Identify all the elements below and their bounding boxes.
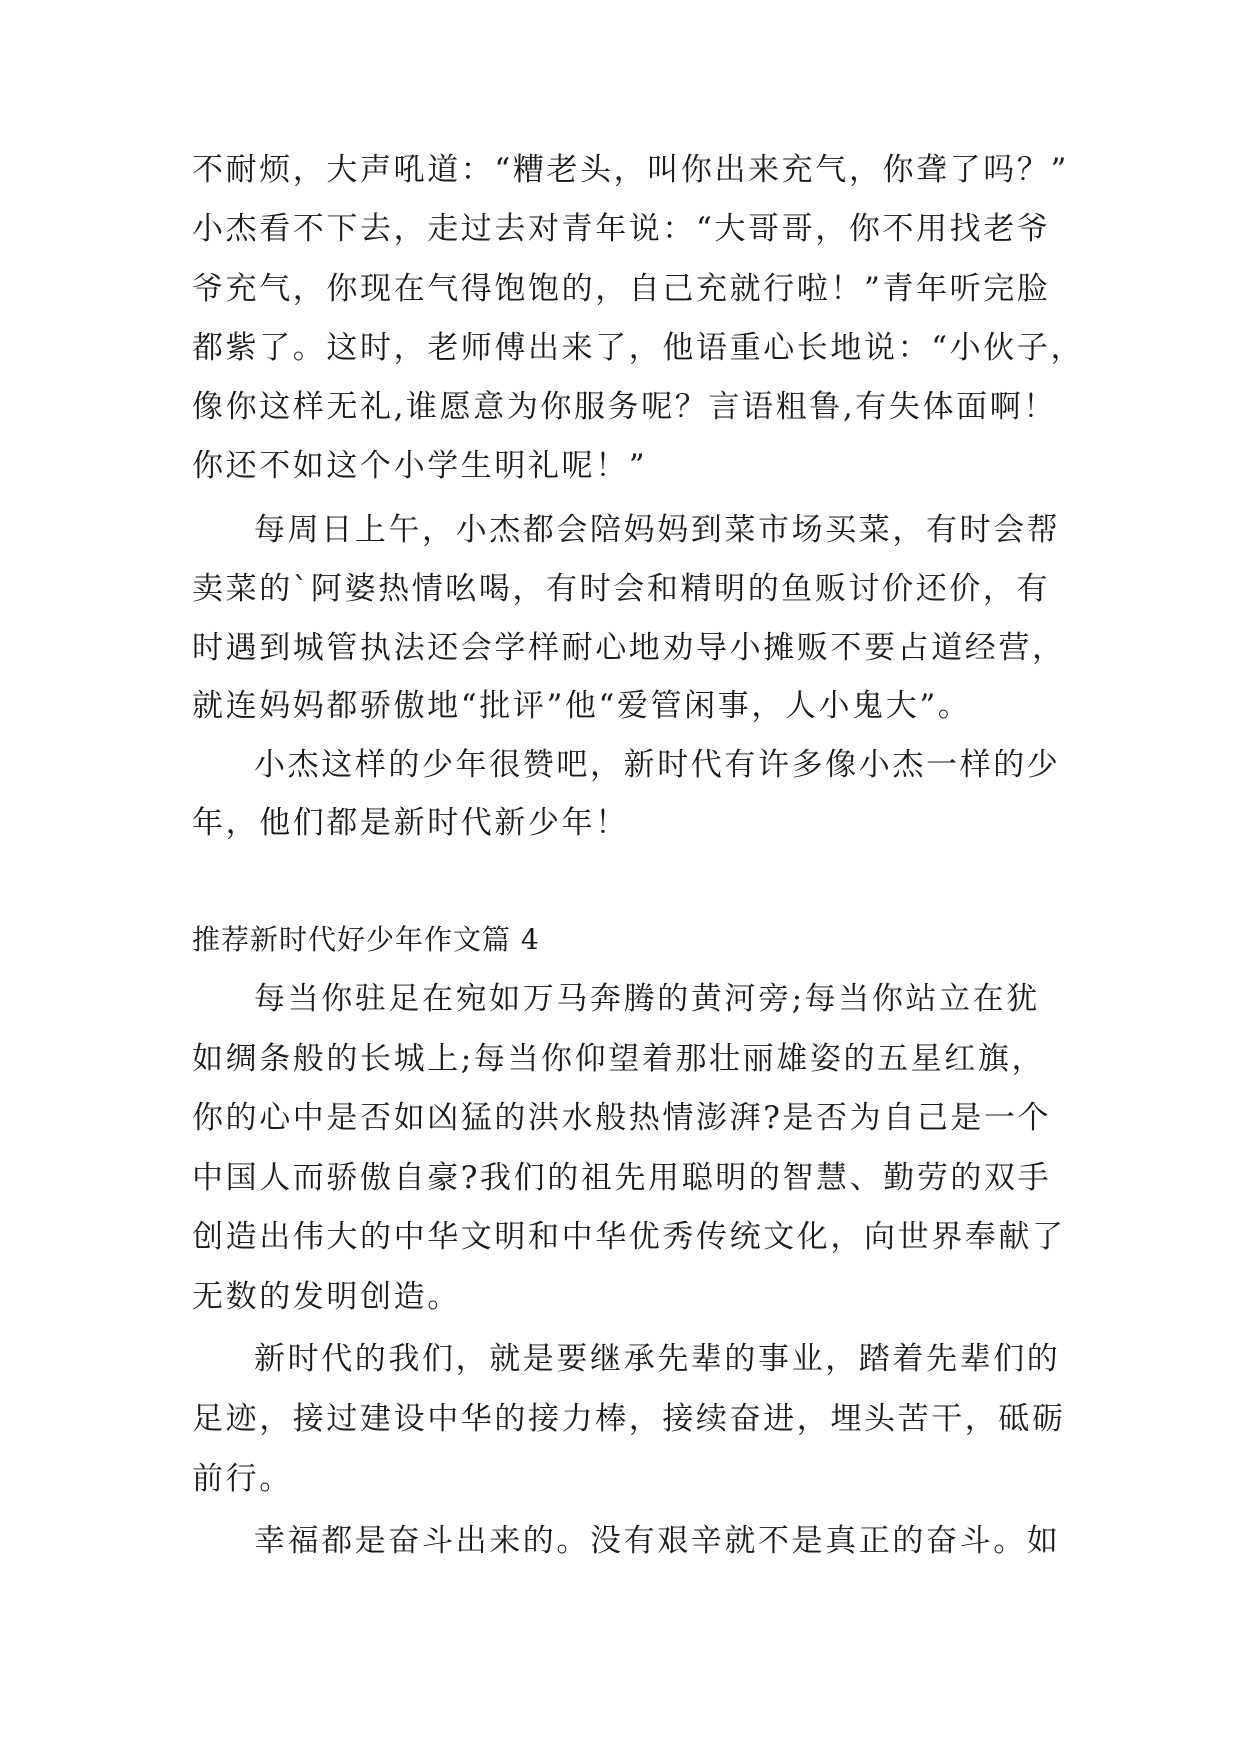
text-line: 都紫了。这时，老师傅出来了，他语重心长地说：“小伙子， xyxy=(192,330,1085,366)
text-line: 创造出伟大的中华文明和中华优秀传统文化，向世界奉献了 xyxy=(192,1219,1066,1255)
text-line: 小杰看不下去，走过去对青年说：“大哥哥，你不用找老爷 xyxy=(192,211,1051,247)
paragraph-first-line: 幸福都是奋斗出来的。没有艰辛就不是真正的奋斗。如 xyxy=(254,1523,1061,1559)
text-line: 就连妈妈都骄傲地“批评”他“爱管闲事，人小鬼大”。 xyxy=(192,688,972,724)
text-line: 年，他们都是新时代新少年！ xyxy=(192,805,629,841)
text-line: 不耐烦，大声吼道：“糟老头，叫你出来充气，你聋了吗？” xyxy=(192,152,1069,188)
paragraph-first-line: 新时代的我们，就是要继承先辈的事业，踏着先辈们的 xyxy=(254,1341,1061,1377)
paragraph-first-line: 每当你驻足在宛如万马奔腾的黄河旁;每当你站立在犹 xyxy=(254,981,1040,1017)
text-line: 如绸条般的长城上;每当你仰望着那壮丽雄姿的五星红旗， xyxy=(192,1041,1046,1077)
text-line: 你的心中是否如凶猛的洪水般热情澎湃?是否为自己是一个 xyxy=(192,1100,1052,1136)
text-line: 像你这样无礼,谁愿意为你服务呢？言语粗鲁,有失体面啊！ xyxy=(192,389,1057,425)
text-line: 爷充气，你现在气得饱饱的，自己充就行啦！”青年听完脸 xyxy=(192,271,1051,307)
paragraph-first-line: 小杰这样的少年很赞吧，新时代有许多像小杰一样的少 xyxy=(254,747,1061,783)
text-line: 你还不如这个小学生明礼呢！” xyxy=(192,448,648,484)
section-heading: 推荐新时代好少年作文篇 4 xyxy=(192,923,540,956)
text-line: 无数的发明创造。 xyxy=(192,1279,461,1315)
text-line: 前行。 xyxy=(192,1461,293,1497)
paragraph-first-line: 每周日上午，小杰都会陪妈妈到菜市场买菜，有时会帮 xyxy=(254,512,1061,548)
text-line: 时遇到城管执法还会学样耐心地劝导小摊贩不要占道经营， xyxy=(192,630,1066,666)
text-line: 中国人而骄傲自豪?我们的祖先用聪明的智慧、勤劳的双手 xyxy=(192,1160,1052,1196)
text-line: 卖菜的`阿婆热情吆喝，有时会和精明的鱼贩讨价还价，有 xyxy=(192,571,1051,607)
text-line: 足迹，接过建设中华的接力棒，接续奋进，埋头苦干，砥砺 xyxy=(192,1401,1066,1437)
